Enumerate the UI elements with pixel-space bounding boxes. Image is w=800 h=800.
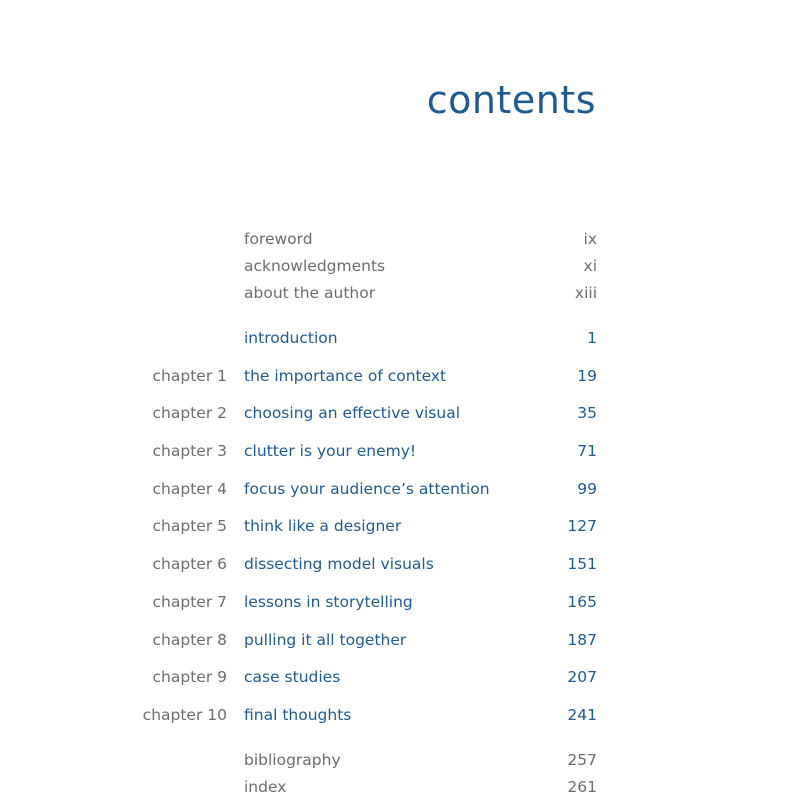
entry-page: 165: [567, 593, 597, 611]
entry-title: choosing an effective visual: [244, 404, 461, 422]
chapter-label: chapter 5: [152, 517, 227, 535]
chapter-label: chapter 6: [152, 555, 227, 573]
chapter-label: chapter 8: [152, 631, 227, 649]
entry-title: lessons in storytelling: [244, 593, 413, 611]
chapter-label: chapter 9: [152, 668, 227, 686]
toc-entry-chapter-5[interactable]: [0, 514, 800, 538]
chapter-label: chapter 4: [152, 480, 227, 498]
toc-entry-bibliography[interactable]: [0, 748, 800, 772]
entry-title: focus your audience’s attention: [244, 480, 490, 498]
entry-title: clutter is your enemy!: [244, 442, 417, 460]
entry-title: bibliography: [244, 751, 341, 769]
toc-entry-chapter-3[interactable]: [0, 439, 800, 463]
entry-page: 71: [577, 442, 597, 460]
toc-entry-chapter-10[interactable]: [0, 703, 800, 727]
toc-entry-chapter-8[interactable]: [0, 628, 800, 652]
toc-entry-foreword[interactable]: [0, 227, 800, 251]
page-title: contents: [426, 78, 596, 122]
chapter-label: chapter 3: [152, 442, 227, 460]
entry-page: 127: [567, 517, 597, 535]
entry-title: final thoughts: [244, 706, 352, 724]
toc-entry-chapter-7[interactable]: [0, 590, 800, 614]
entry-title: the importance of context: [244, 367, 447, 385]
entry-title: case studies: [244, 668, 341, 686]
entry-title: dissecting model visuals: [244, 555, 434, 573]
entry-page: 257: [567, 751, 597, 769]
toc-entry-chapter-9[interactable]: [0, 665, 800, 689]
entry-page: 35: [577, 404, 597, 422]
toc-entry-chapter-6[interactable]: [0, 552, 800, 576]
toc-entry-introduction[interactable]: [0, 326, 800, 350]
entry-page: 1: [587, 329, 597, 347]
entry-page: 261: [567, 778, 597, 796]
toc-entry-index[interactable]: [0, 775, 800, 799]
entry-page: xiii: [574, 284, 597, 302]
entry-title: introduction: [244, 329, 338, 347]
entry-title: think like a designer: [244, 517, 402, 535]
entry-page: ix: [583, 230, 597, 248]
toc-entry-chapter-1[interactable]: [0, 364, 800, 388]
toc-entry-chapter-4[interactable]: [0, 477, 800, 501]
chapter-label: chapter 1: [152, 367, 227, 385]
toc-entry-about-the-author[interactable]: [0, 281, 800, 305]
toc-entry-acknowledgments[interactable]: [0, 254, 800, 278]
toc-entry-chapter-2[interactable]: [0, 401, 800, 425]
chapter-label: chapter 10: [142, 706, 227, 724]
entry-page: 19: [577, 367, 597, 385]
entry-title: about the author: [244, 284, 376, 302]
chapter-label: chapter 7: [152, 593, 227, 611]
entry-title: pulling it all together: [244, 631, 407, 649]
entry-page: 187: [567, 631, 597, 649]
entry-page: 207: [567, 668, 597, 686]
entry-page: 99: [577, 480, 597, 498]
entry-title: acknowledgments: [244, 257, 386, 275]
chapter-label: chapter 2: [152, 404, 227, 422]
entry-page: 241: [567, 706, 597, 724]
entry-title: foreword: [244, 230, 313, 248]
entry-title: index: [244, 778, 287, 796]
entry-page: 151: [567, 555, 597, 573]
entry-page: xi: [583, 257, 597, 275]
